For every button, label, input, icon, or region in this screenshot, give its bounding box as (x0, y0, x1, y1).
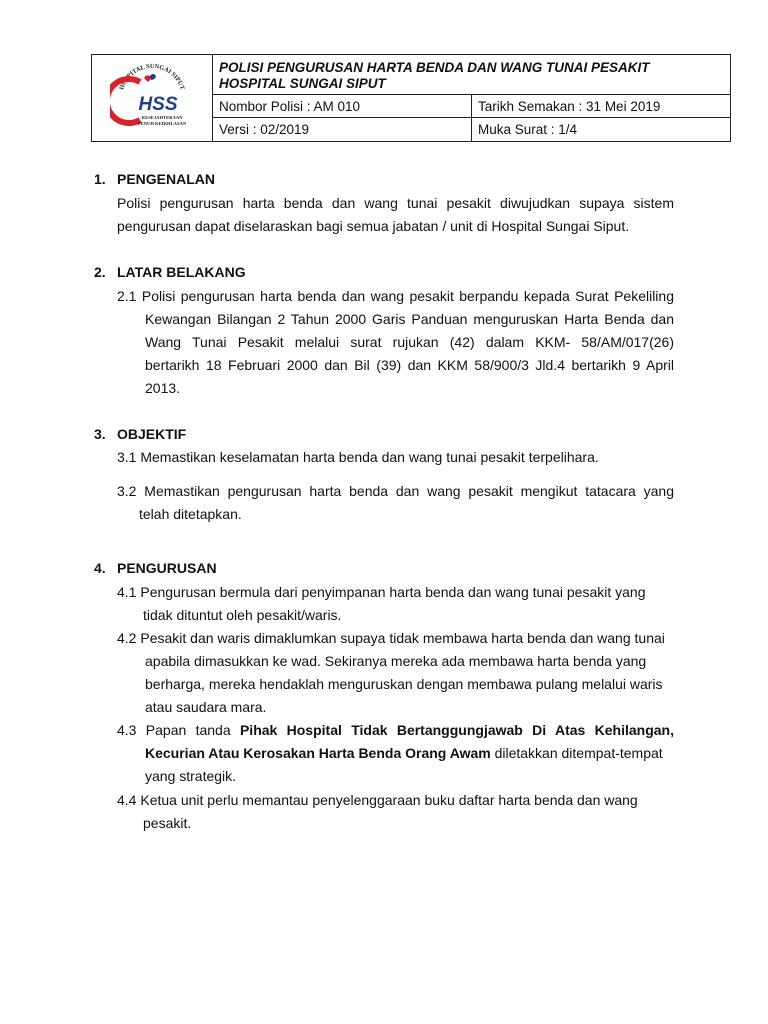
paragraph-4-1-continued (143, 604, 674, 627)
paragraph-line: telah ditetapkan. (139, 506, 242, 522)
review-date: Tarikh Semakan : 31 Mei 2019 (472, 95, 731, 118)
paragraph-line: berharga, mereka hendaklah menguruskan dengan membawa pulang melalui waris (145, 676, 663, 692)
paragraph-line: 3.1 Memastikan keselamatan harta benda dan wang tunai pesakit terpelihara. (117, 449, 599, 465)
paragraph-line: pengurusan dapat diselaraskan bagi semua jabatan / unit di Hospital Sungai Siput. (117, 218, 630, 234)
sign-intro: 4.3 Papan tanda (117, 722, 240, 738)
paragraph-2-1 (117, 285, 674, 308)
paragraph-3-2 (117, 480, 674, 503)
sign-text-suffix: diletakkan ditempat-tempat (490, 745, 663, 761)
hospital-logo-cell (92, 55, 213, 142)
paragraph-line: 3.2 Memastikan pengurusan harta benda dan wang pesakit mengikut tatacara yang (117, 483, 674, 499)
section-heading (94, 560, 674, 576)
paragraph-4-1 (117, 581, 674, 604)
logo-tagline-2: PENUH KEIKHLASAN (137, 120, 187, 126)
sign-text-bold: Kecurian Atau Kerosakan Harta Benda Orang Awam (145, 745, 491, 761)
page-number: Muka Surat : 1/4 (472, 118, 731, 142)
paragraph-4-3-continued (145, 742, 674, 788)
policy-number: Nombor Polisi : AM 010 (213, 95, 472, 118)
section-1-paragraph (117, 192, 674, 238)
paragraph-line: atau saudara mara. (145, 699, 267, 715)
section-objektif (94, 426, 674, 442)
paragraph-4-4-continued (143, 812, 674, 835)
paragraph-line: Polisi pengurusan harta benda dan wang tunai pesakit diwujudkan supaya sistem (117, 195, 674, 211)
sign-text-bold: Pihak Hospital Tidak Bertanggungjawab Di Atas Kehilangan, (239, 722, 674, 738)
section-latar-belakang (94, 264, 674, 280)
section-heading (94, 171, 674, 187)
paragraph-line (145, 742, 674, 765)
section-title: PENGENALAN (117, 171, 216, 187)
paragraph-line: yang strategik. (145, 768, 237, 784)
document-header (91, 54, 731, 142)
section-number: 2. (94, 264, 106, 280)
paragraph-line: apabila dimasukkan ke wad. Sekiranya mereka ada membawa harta benda yang (145, 653, 647, 669)
section-number: 3. (94, 426, 106, 442)
title-line-1: POLISI PENGURUSAN HARTA BENDA DAN WANG TUNAI PESAKIT (219, 59, 650, 75)
paragraph-4-4 (117, 789, 674, 812)
paragraph-line: 2.1 Polisi pengurusan harta benda dan wang pesakit berpandu kepada Surat Pekeliling (117, 288, 674, 304)
paragraph-line: pesakit. (143, 815, 192, 831)
section-pengurusan (94, 560, 674, 576)
section-heading (94, 426, 674, 442)
logo-arc-text: HOSPITAL SUNGAI SIPUT (118, 62, 186, 91)
paragraph-line: tidak dituntut oleh pesakit/waris. (143, 607, 342, 623)
paragraph-line: Kewangan Bilangan 2 Tahun 2000 Garis Panduan menguruskan Harta Benda dan (145, 311, 674, 327)
logo-tagline-1: KESEJAHTERAAN (141, 114, 183, 120)
section-number: 1. (94, 171, 106, 187)
paragraph-line: 4.4 Ketua unit perlu memantau penyelenggaraan buku daftar harta benda dan wang (117, 792, 638, 808)
paragraph-4-3 (117, 719, 674, 742)
section-title: OBJEKTIF (117, 426, 187, 442)
paragraph-line: 4.2 Pesakit dan waris dimaklumkan supaya tidak membawa harta benda dan wang tunai (117, 630, 665, 646)
section-number: 4. (94, 560, 106, 576)
section-title: PENGURUSAN (117, 560, 217, 576)
paragraph-2-1-continued (145, 308, 674, 400)
paragraph-line: Wang Tunai Pesakit melalui surat rujukan (42) dalam KKM- 58/AM/017(26) (145, 334, 674, 350)
title-line-2: HOSPITAL SUNGAI SIPUT (219, 75, 386, 91)
paragraph-line: 4.1 Pengurusan bermula dari penyimpanan harta benda dan wang tunai pesakit yang (117, 584, 646, 600)
paragraph-4-2 (117, 627, 674, 650)
hospital-logo (110, 58, 194, 136)
section-pengenalan (94, 171, 674, 187)
paragraph-3-1 (117, 446, 674, 469)
paragraph-4-2-continued (145, 650, 674, 719)
paragraph-line (117, 719, 674, 742)
paragraph-3-2-continued (139, 503, 674, 526)
paragraph-line: 2013. (145, 380, 181, 396)
document-title (213, 55, 731, 95)
logo-initials: HSS (138, 93, 178, 115)
version: Versi : 02/2019 (213, 118, 472, 142)
paragraph-line: bertarikh 18 Februari 2000 dan Bil (39) dan KKM 58/900/3 Jld.4 bertarikh 9 April (145, 357, 674, 373)
section-heading (94, 264, 674, 280)
section-title: LATAR BELAKANG (117, 264, 246, 280)
